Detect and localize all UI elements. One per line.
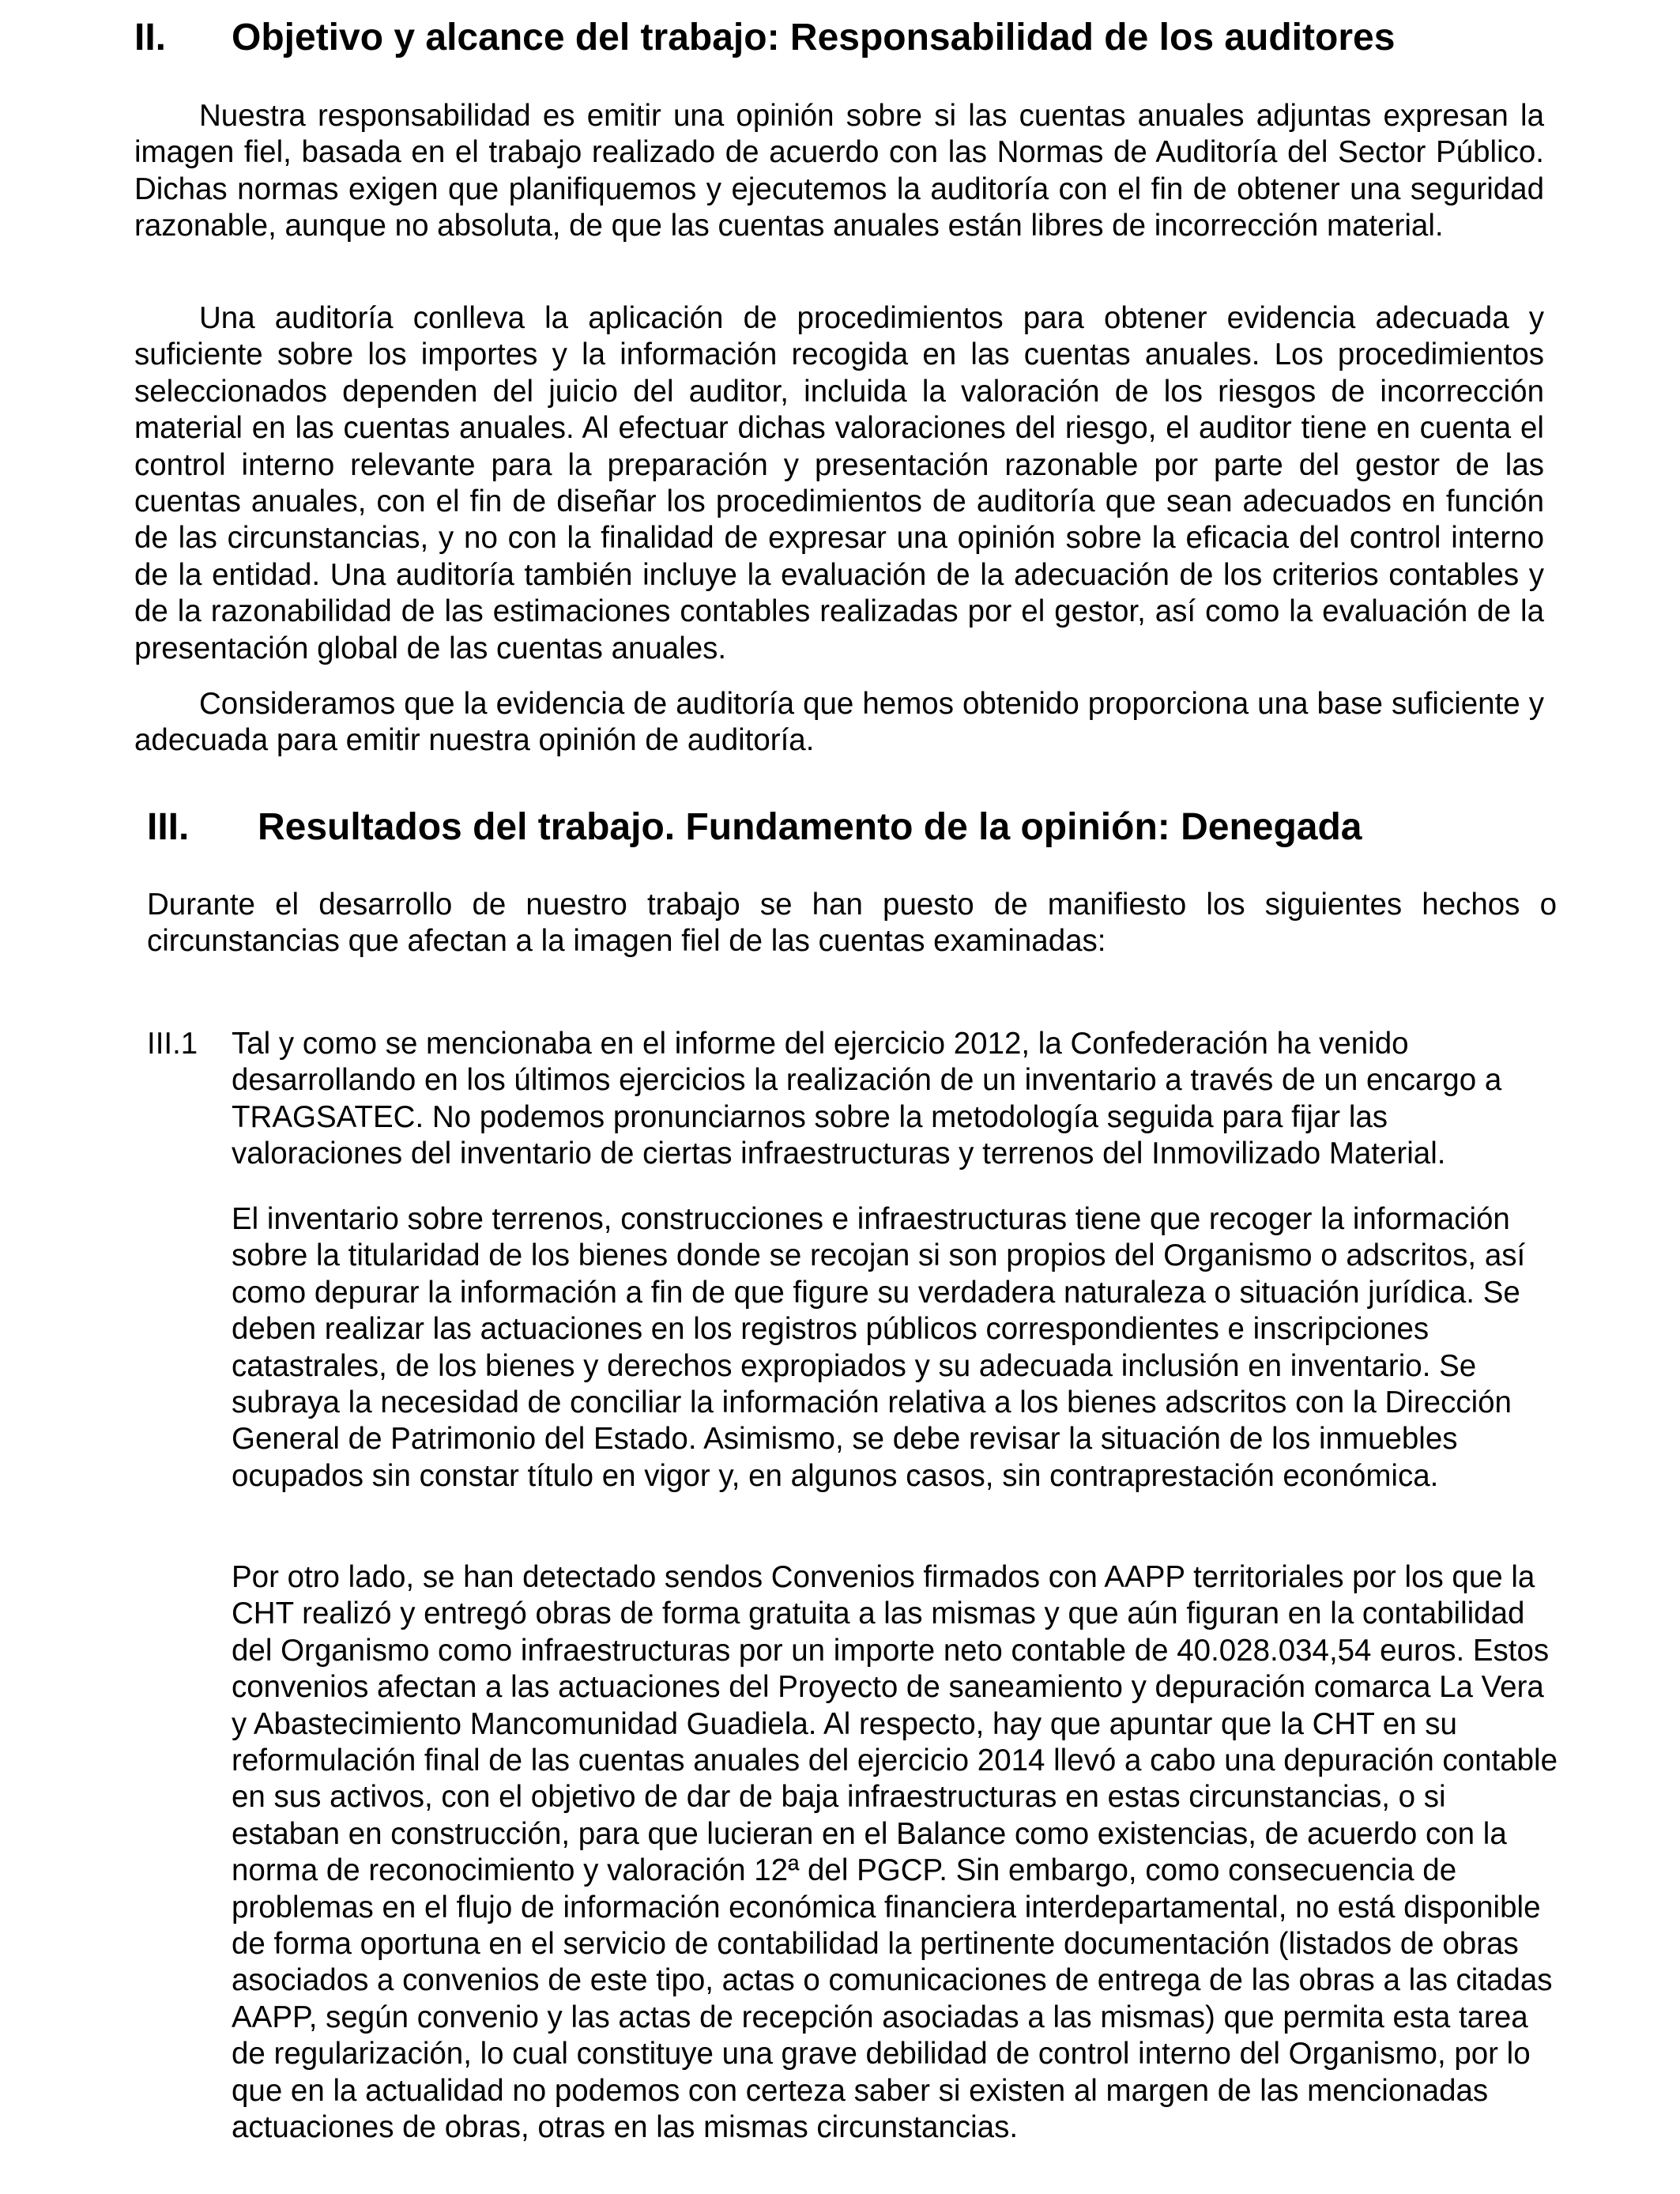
item-iii-1-paragraph-1: Tal y como se mencionaba en el informe del ejercicio 2012, la Confederación ha venido desarrollando en los últimos ejercicios la realización de un inventario a través de un encargo a TRAGSATEC. No podemos pronunciarnos sobre la metodología seguida para fijar las valoraciones del inventario de ciertas infraestructuras y terrenos del Inmovilizado Material. [232, 1027, 1502, 1171]
section-iii-intro: Durante el desarrollo de nuestro trabajo se han puesto de manifiesto los siguientes hechos o circunstancias que afectan a la imagen fiel de las cuentas examinadas: [147, 888, 1557, 959]
section-ii-title: Objetivo y alcance del trabajo: Responsabilidad de los auditores [232, 17, 1396, 58]
section-ii-paragraph-3: Consideramos que la evidencia de auditoría que hemos obtenido proporciona una base suficiente y adecuada para emitir nuestra opinión de auditoría. [134, 687, 1544, 758]
section-iii-heading [147, 804, 1569, 851]
section-iii-title: Resultados del trabajo. Fundamento de la opinión: Denegada [258, 806, 1362, 848]
section-iii-number: III. [147, 806, 190, 848]
item-iii-1-paragraph-2: El inventario sobre terrenos, construcciones e infraestructuras tiene que recoger la información sobre la titularidad de los bienes donde se recojan si son propios del Organismo o adscritos, así como depurar la información a fin de que figure su verdadera naturaleza o situación jurídica. Se deben realizar las actuaciones en los registros públicos correspondientes e inscripciones catastrales, de los bienes y derechos expropiados y su adecuada inclusión en inventario. Se subraya la necesidad de conciliar la información relativa a los bienes adscritos con la Dirección General de Patrimonio del Estado. Asimismo, se debe revisar la situación de los inmuebles ocupados sin constar título en vigor y, en algunos casos, sin contraprestación económica. [232, 1202, 1526, 1493]
item-iii-1-number: III.1 [147, 1027, 198, 1061]
section-ii-heading [134, 14, 1557, 62]
section-ii-number: II. [134, 17, 167, 58]
item-iii-1-paragraph-3: Por otro lado, se han detectado sendos Convenios firmados con AAPP territoriales por los que la CHT realizó y entregó obras de forma gratuita a las mismas y que aún figuran en la contabilidad del Organismo como infraestructuras por un importe neto contable de 40.028.034,54 euros. Estos convenios afectan a las actuaciones del Proyecto de saneamiento y depuración comarca La Vera y Abastecimiento Mancomunidad Guadiela. Al respecto, hay que apuntar que la CHT en su reformulación final de las cuentas anuales del ejercicio 2014 llevó a cabo una depuración contable en sus activos, con el objetivo de dar de baja infraestructuras en estas circunstancias, o si estaban en construcción, para que lucieran en el Balance como existencias, de acuerdo con la norma de reconocimiento y valoración 12ª del PGCP. Sin embargo, como consecuencia de problemas en el flujo de información económica financiera interdepartamental, no está disponible de forma oportuna en el servicio de contabilidad la pertinente documentación (listados de obras asociados a convenios de este tipo, actas o comunicaciones de entrega de las obras a las citadas AAPP, según convenio y las actas de recepción asociadas a las mismas) que permita esta tarea de regularización, lo cual constituye una grave debilidad de control interno del Organismo, por lo que en la actualidad no podemos con certeza saber si existen al margen de las mencionadas actuaciones de obras, otras en las mismas circunstancias. [232, 1560, 1558, 2145]
section-ii-paragraph-2: Una auditoría conlleva la aplicación de procedimientos para obtener evidencia adecuada y suficiente sobre los importes y la información recogida en las cuentas anuales. Los procedimientos seleccionados dependen del juicio del auditor, incluida la valoración de los riesgos de incorrección material en las cuentas anuales. Al efectuar dichas valoraciones del riesgo, el auditor tiene en cuenta el control interno relevante para la preparación y presentación razonable por parte del gestor de las cuentas anuales, con el fin de diseñar los procedimientos de auditoría que sean adecuados en función de las circunstancias, y no con la finalidad de expresar una opinión sobre la eficacia del control interno de la entidad. Una auditoría también incluye la evaluación de la adecuación de los criterios contables y de la razonabilidad de las estimaciones contables realizadas por el gestor, así como la evaluación de la presentación global de las cuentas anuales. [134, 301, 1544, 665]
section-ii-paragraph-1: Nuestra responsabilidad es emitir una opinión sobre si las cuentas anuales adjuntas expresan la imagen fiel, basada en el trabajo realizado de acuerdo con las Normas de Auditoría del Sector Público. Dichas normas exigen que planifiquemos y ejecutemos la auditoría con el fin de obtener una seguridad razonable, aunque no absoluta, de que las cuentas anuales están libres de incorrección material. [134, 99, 1544, 243]
